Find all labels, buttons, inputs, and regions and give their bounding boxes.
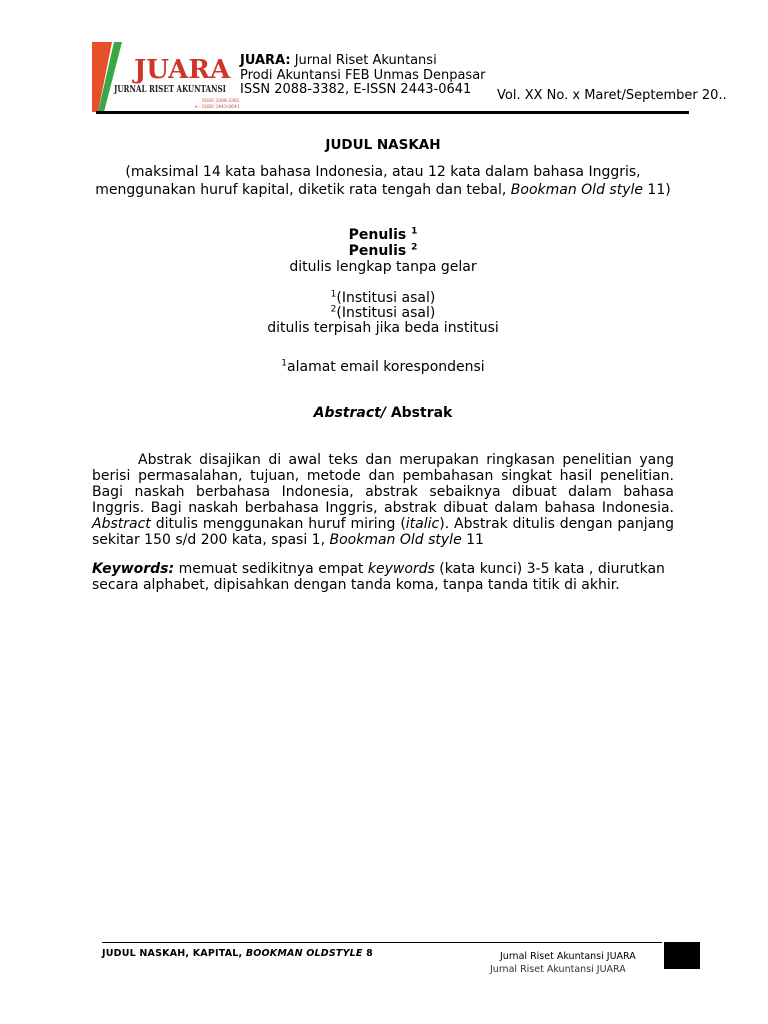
page-number-box [664, 942, 700, 969]
header-program: Prodi Akuntansi FEB Unmas Denpasar [240, 68, 486, 83]
header-issn: ISSN 2088-3382, E-ISSN 2443-0641 [240, 82, 472, 97]
author-1: Penulis $^1$ [348, 226, 418, 243]
keywords-paragraph: Keywords: memuat sedikitnya empat keywords (kata kunci) 3-5 kata , diurutkan secara alphabet, dipisahkan dengan tanda koma, tanpa tanda titik di akhir. [92, 561, 665, 593]
logo-main-text: JUARA [134, 55, 231, 85]
header-journal-name: JUARA: Jurnal Riset Akuntansi [240, 53, 437, 68]
footer-title: JUDUL NASKAH, KAPITAL, BOOKMAN OLDSTYLE 8 [102, 948, 373, 959]
correspondence-email: $^1$alamat email korespondensi [281, 358, 485, 375]
institution-2: $^2$(Institusi asal) [330, 304, 436, 321]
author-note: ditulis lengkap tanpa gelar [289, 259, 477, 275]
logo-issn-1: ISSN 2088-3382 [202, 99, 240, 104]
title-guideline: (maksimal 14 kata bahasa Indonesia, atau 12 kata dalam bahasa Inggris, menggunakan huruf kapital, diketik rata tengah dan tebal, Bookman Old style 11) [95, 164, 671, 198]
author-2: Penulis $^2$ [348, 242, 418, 259]
header-divider [96, 111, 689, 114]
institution-note: ditulis terpisah jika beda institusi [267, 320, 499, 336]
footer-journal: Jurnal Riset Akuntansi JUARA [500, 951, 636, 962]
journal-logo [92, 42, 240, 112]
footer-journal-clipped: Jurnal Riset Akuntansi JUARA [490, 964, 626, 975]
header-volume: Vol. XX No. x Maret/September 20.. [497, 88, 727, 103]
abstract-heading: Abstract/ Abstrak [313, 405, 453, 421]
logo-issn-2: e - ISSN 2443-0641 [195, 105, 240, 110]
paper-title: JUDUL NASKAH [325, 137, 441, 153]
footer-divider [102, 942, 662, 943]
logo-sub-text: JURNAL RISET AKUNTANSI [113, 84, 227, 95]
abstract-body: Abstrak disajikan di awal teks dan merupakan ringkasan penelitian yang berisi permasalahan, tujuan, metode dan pembahasan singkat hasil penelitian. Bagi naskah berbahasa Indonesia, abstrak sebaiknya dibuat dalam bahasa Inggris. Bagi naskah berbahasa Inggris, abstrak dibuat dalam bahasa Indonesia. Abstract ditulis menggunakan huruf miring (italic). Abstrak ditulis dengan panjang sekitar 150 s/d 200 kata, spasi 1, Bookman Old style 11 [92, 452, 674, 548]
institution-1: $^1$(Institusi asal) [330, 289, 436, 306]
